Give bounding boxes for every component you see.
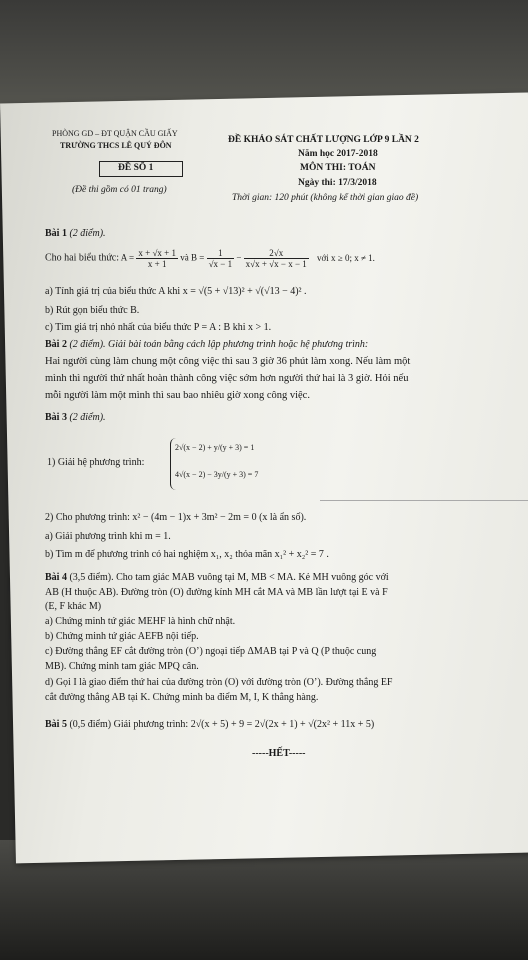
minus-sign: − bbox=[236, 252, 242, 263]
and-word: và bbox=[180, 252, 189, 263]
divider-line bbox=[320, 500, 528, 501]
system-equation-1: 2√(x − 2) + y/(y + 3) = 1 bbox=[175, 443, 255, 452]
school-name: TRƯỜNG THCS LÊ QUÝ ĐÔN bbox=[60, 141, 172, 150]
bai4-part-c-1: c) Đường thẳng EF cắt đường tròn (O’) ngoại tiếp ΔMAB tại P và Q (P thuộc cung bbox=[45, 646, 377, 657]
bai4-line-1 bbox=[45, 572, 389, 584]
exam-duration: Thời gian: 120 phút (không kể thời gian giao đề) bbox=[232, 193, 419, 203]
b-label: B = bbox=[190, 252, 205, 263]
bai5-title: Bài 5 bbox=[45, 719, 67, 730]
expr-b-fraction-1 bbox=[207, 248, 235, 269]
bai5-text: (0,5 điểm) Giải phương trình: 2√(x + 5) + 9 = 2√(2x + 1) + √(2x² + 11x + 5) bbox=[69, 719, 375, 730]
bai3-points: (2 điểm). bbox=[69, 412, 106, 423]
bai3-heading bbox=[45, 412, 106, 424]
bai1-expressions bbox=[45, 248, 375, 269]
expr-b2-numerator: 2√x bbox=[244, 248, 309, 259]
expr-b2-denominator: x√x + √x − x − 1 bbox=[245, 259, 307, 269]
bai1-condition: với x ≥ 0; x ≠ 1. bbox=[317, 252, 375, 263]
expr-a-denominator: x + 1 bbox=[147, 259, 167, 269]
bai1-part-b: b) Rút gọn biểu thức B. bbox=[45, 305, 140, 316]
bai4-intro: (3,5 điểm). Cho tam giác MAB vuông tại M, MB < MA. Kẻ MH vuông góc với bbox=[69, 572, 389, 583]
school-year: Năm học 2017-2018 bbox=[298, 149, 378, 159]
expr-b1-numerator: 1 bbox=[207, 248, 235, 259]
bai3-question-2: 2) Cho phương trình: x² − (4m − 1)x + 3m² − 2m = 0 (x là ẩn số). bbox=[45, 512, 307, 523]
bai4-title: Bài 4 bbox=[45, 572, 67, 583]
bai1-part-a: a) Tính giá trị của biểu thức A khi x = √(5 + √13)² + √(√13 − 4)² . bbox=[45, 286, 307, 297]
bai4-part-a: a) Chứng minh tứ giác MEHF là hình chữ nhật. bbox=[45, 616, 236, 627]
bai4-line-2: AB (H thuộc AB). Đường tròn (O) đường kính MH cắt MA và MB lần lượt tại E và F bbox=[45, 587, 388, 598]
bai4-part-c-2: MB). Chứng minh tam giác MPQ cân. bbox=[45, 661, 199, 672]
bai3-part-b: b) Tìm m để phương trình có hai nghiệm x₁, x₂ thỏa mãn x₁² + x₂² = 7 . bbox=[45, 549, 329, 560]
bai3-title: Bài 3 bbox=[45, 412, 67, 423]
bai1-title: Bài 1 bbox=[45, 228, 67, 239]
end-mark: -----HẾT----- bbox=[252, 748, 306, 759]
bai4-part-b: b) Chứng minh tứ giác AEFB nội tiếp. bbox=[45, 631, 199, 642]
exam-code: ĐỀ SỐ 1 bbox=[118, 163, 154, 173]
bai1-part-c: c) Tìm giá trị nhỏ nhất của biểu thức P = A : B khi x > 1. bbox=[45, 322, 272, 333]
exam-date: Ngày thi: 17/3/2018 bbox=[298, 178, 377, 188]
equation-system bbox=[170, 438, 266, 490]
subject: MÔN THI: TOÁN bbox=[300, 163, 376, 173]
expr-b-fraction-2 bbox=[244, 248, 309, 269]
system-equation-2: 4√(x − 2) − 3y/(y + 3) = 7 bbox=[175, 470, 259, 479]
bai5-line bbox=[45, 719, 374, 731]
bai4-part-d-2: cắt đường thẳng AB tại K. Chứng minh ba điểm M, I, K thẳng hàng. bbox=[45, 692, 319, 703]
bai4-line-3: (E, F khác M) bbox=[45, 601, 102, 612]
page-note: (Đề thi gồm có 01 trang) bbox=[72, 185, 167, 195]
bai2-line-3: mỗi người làm một mình thì sau bao nhiêu giờ xong công việc. bbox=[45, 390, 310, 401]
bai2-title: Bài 2 bbox=[45, 339, 67, 350]
bai2-line-2: mình thì người thứ nhất hoàn thành công việc sớm hơn người thứ hai là 3 giờ. Hỏi nếu bbox=[45, 373, 409, 384]
bai2-line-1: Hai người cùng làm chung một công việc thì sau 3 giờ 36 phút làm xong. Nếu làm một bbox=[45, 356, 411, 367]
expr-b1-denominator: √x − 1 bbox=[208, 259, 233, 269]
a-label: A = bbox=[120, 252, 135, 263]
exam-title: ĐỀ KHẢO SÁT CHẤT LƯỢNG LỚP 9 LẦN 2 bbox=[228, 135, 419, 145]
expr-a-fraction bbox=[136, 248, 178, 269]
bai2-heading bbox=[45, 339, 368, 351]
bai2-instruction: (2 điểm). Giải bài toán bằng cách lập phương trình hoặc hệ phương trình: bbox=[69, 339, 369, 350]
bai3-part-a: a) Giải phương trình khi m = 1. bbox=[45, 531, 171, 542]
bai1-points: (2 điểm). bbox=[69, 228, 106, 239]
bai3-question-1: 1) Giải hệ phương trình: bbox=[47, 457, 145, 468]
bai1-intro: Cho hai biểu thức: bbox=[45, 252, 120, 264]
bai1-heading bbox=[45, 228, 106, 240]
dept-name: PHÒNG GD – ĐT QUẬN CẦU GIẤY bbox=[52, 129, 178, 138]
bai4-part-d-1: d) Gọi I là giao điểm thứ hai của đường tròn (O) với đường tròn (O’). Đường thẳng EF bbox=[45, 677, 393, 688]
expr-a-numerator: x + √x + 1 bbox=[138, 248, 176, 258]
